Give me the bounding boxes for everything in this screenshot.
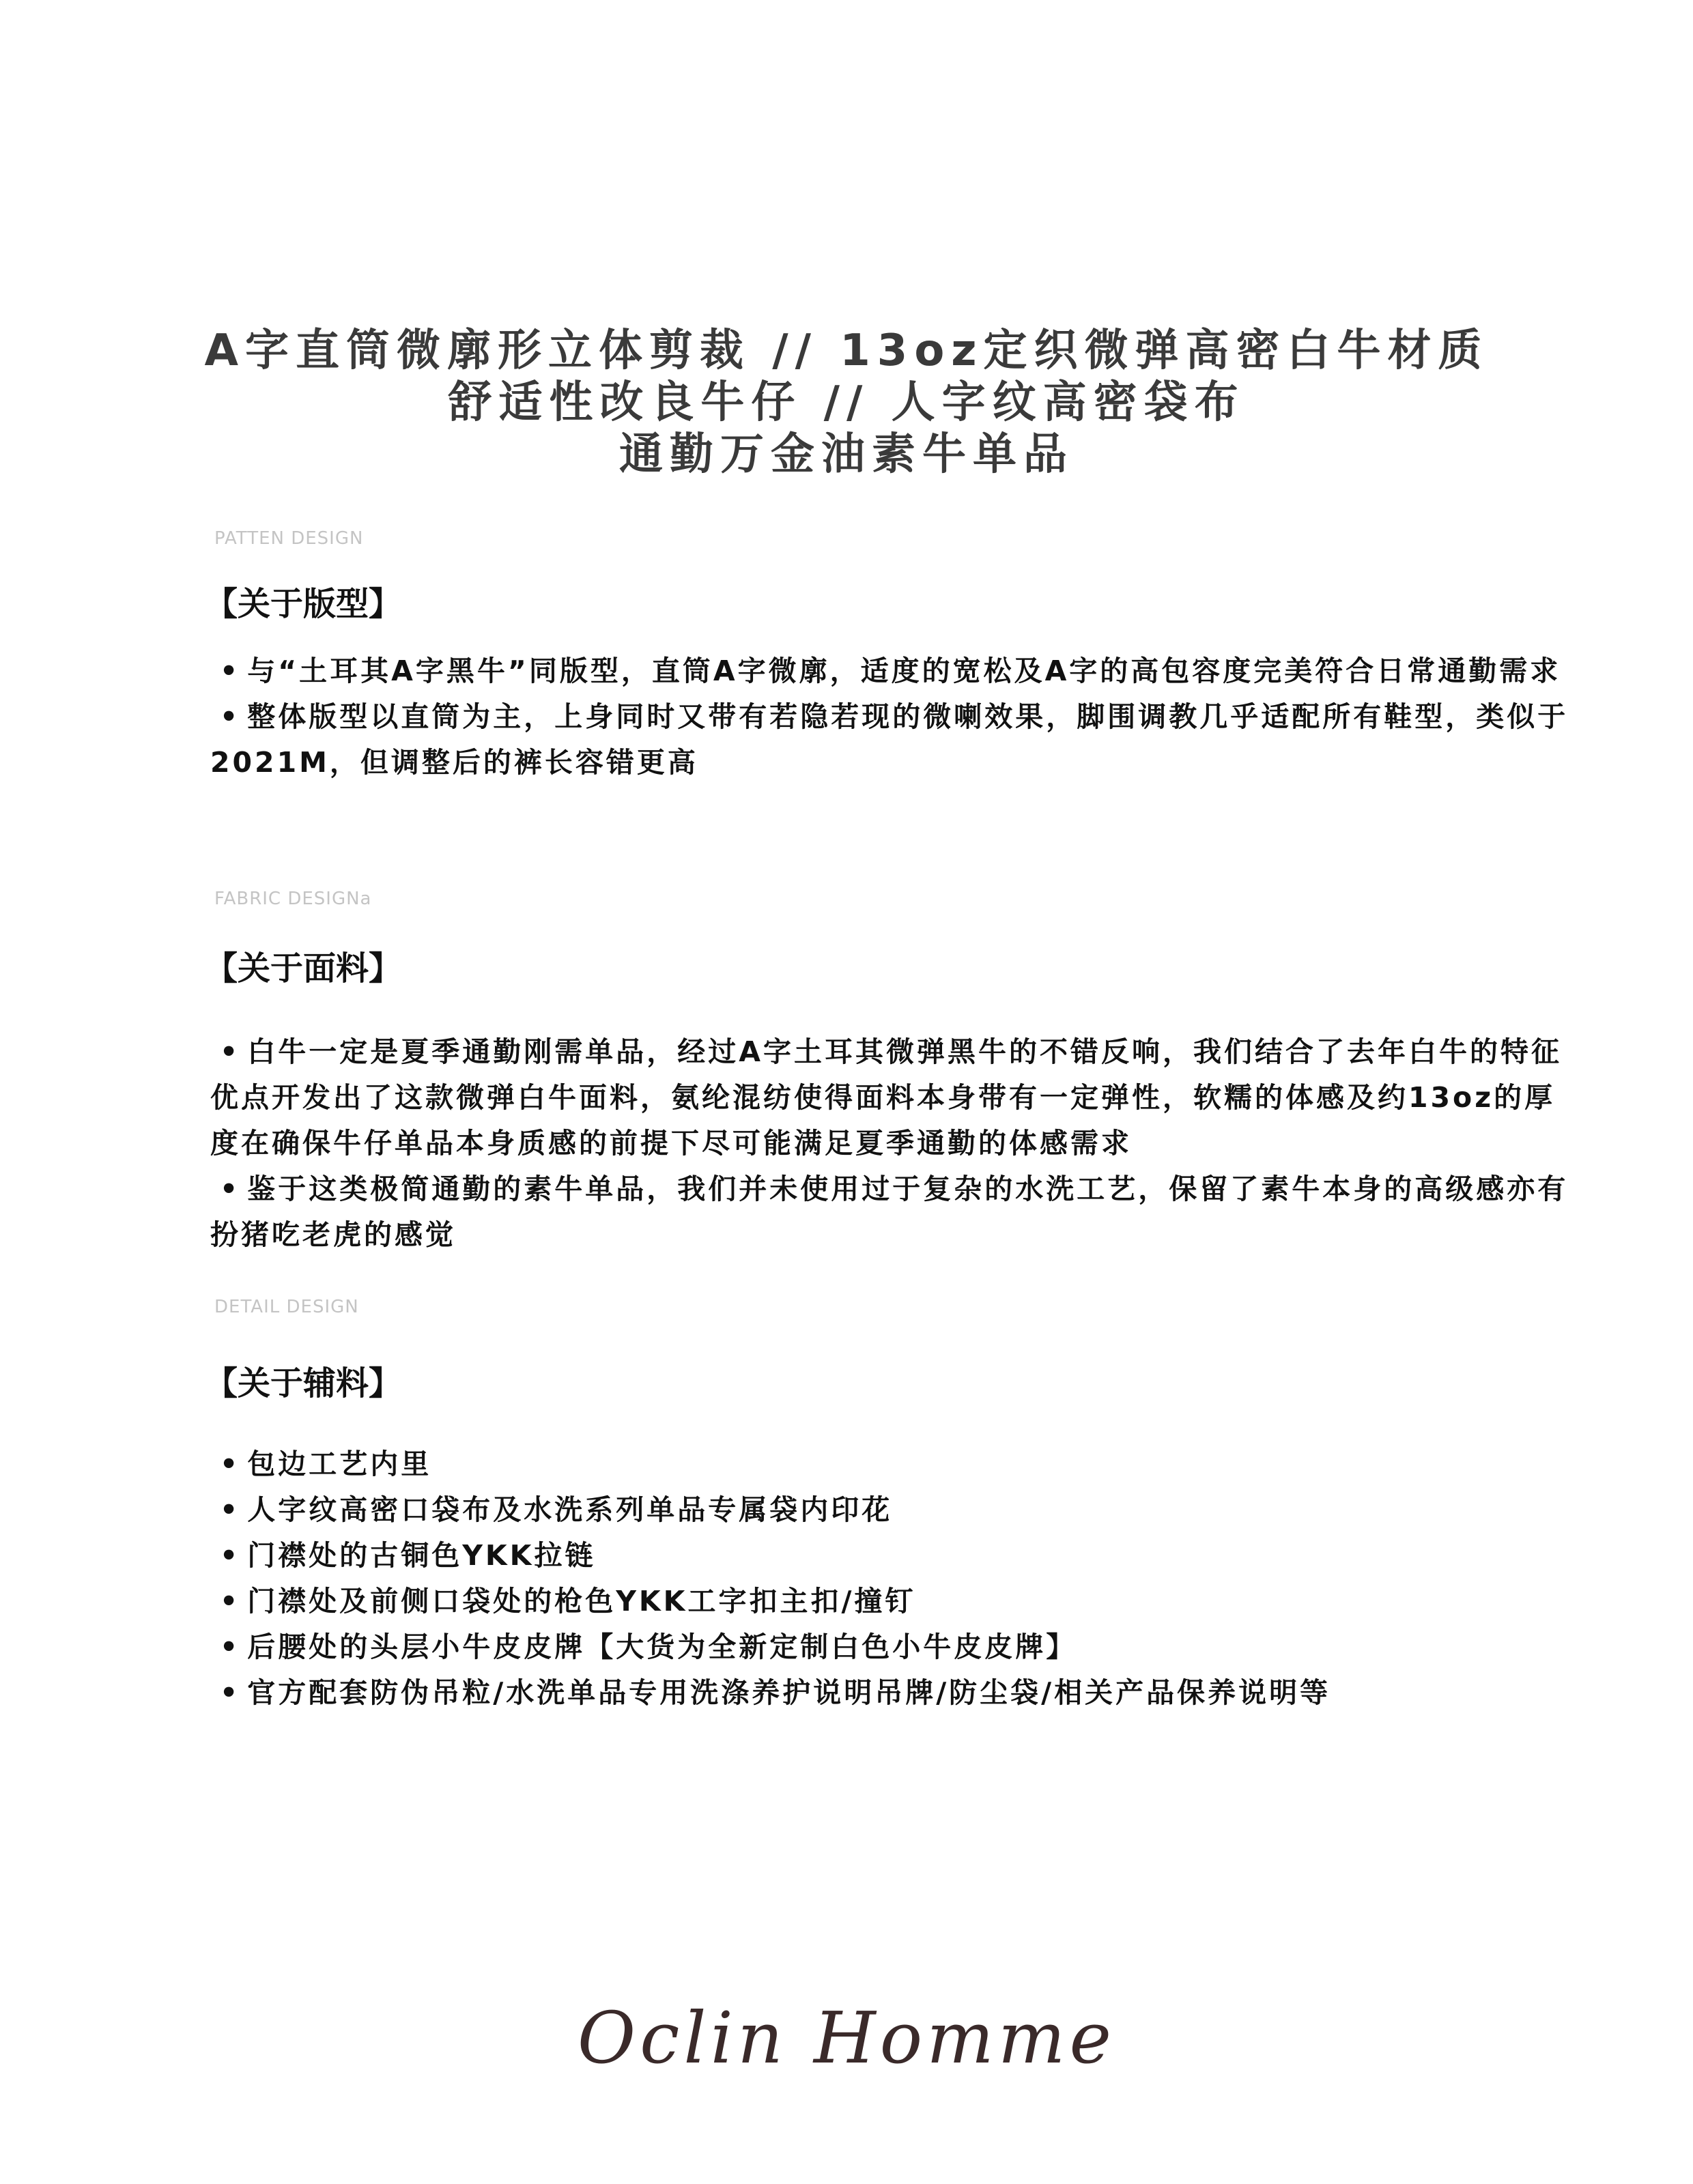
bullet-text: 人字纹高密口袋布及水洗系列单品专属袋内印花 — [247, 1493, 893, 1526]
bullet-icon: • — [220, 700, 241, 733]
section-en-label-detail: DETAIL DESIGN — [214, 1297, 359, 1317]
bullet-text: 包边工艺内里 — [247, 1448, 432, 1480]
bullet-text: 门襟处的古铜色YKK拉链 — [247, 1539, 596, 1572]
bullet-icon: • — [220, 655, 241, 687]
bullet-text: 官方配套防伪吊粒/水洗单品专用洗涤养护说明吊牌/防尘袋/相关产品保养说明等 — [247, 1676, 1331, 1709]
list-item — [210, 1624, 1582, 1670]
brand-logo: Oclin Homme — [577, 1996, 1116, 2080]
detail-bullet-list — [210, 1441, 1582, 1716]
bullet-icon: • — [220, 1539, 241, 1572]
list-item — [210, 1029, 1582, 1166]
bullet-text: 鉴于这类极简通勤的素牛单品，我们并未使用过于复杂的水洗工艺，保留了素牛本身的高级感亦有扮猪吃老虎的感觉 — [210, 1173, 1569, 1251]
title-line-3: 通勤万金油素牛单品 — [619, 429, 1074, 480]
list-item — [210, 1533, 1582, 1579]
bullet-icon: • — [220, 1630, 241, 1663]
bullet-icon: • — [220, 1035, 241, 1068]
list-item — [210, 1487, 1582, 1533]
bullet-icon: • — [220, 1676, 241, 1709]
list-item — [210, 1670, 1582, 1716]
bullet-text: 与“土耳其A字黑牛”同版型，直筒A字微廓，适度的宽松及A字的高包容度完美符合日常通勤需求 — [247, 655, 1561, 687]
list-item — [210, 1579, 1582, 1624]
list-item — [210, 1166, 1582, 1258]
bullet-text: 白牛一定是夏季通勤刚需单品，经过A字土耳其微弹黑牛的不错反响，我们结合了去年白牛的特征优点开发出了这款微弹白牛面料，氨纶混纺使得面料本身带有一定弹性，软糯的体感及约13oz的厚度在确保牛仔单品本身质感的前提下尽可能满足夏季通勤的体感需求 — [210, 1035, 1562, 1160]
bullet-icon: • — [220, 1173, 241, 1205]
section-heading-fabric: 【关于面料】 — [205, 949, 402, 988]
bullet-icon: • — [220, 1585, 241, 1618]
section-en-label-pattern: PATTEN DESIGN — [214, 528, 364, 549]
list-item — [210, 694, 1582, 786]
list-item — [210, 1441, 1582, 1487]
bullet-icon: • — [220, 1448, 241, 1480]
title-line-1: A字直筒微廓形立体剪裁 // 13oz定织微弹高密白牛材质 — [204, 326, 1489, 376]
bullet-text: 门襟处及前侧口袋处的枪色YKK工字扣主扣/撞钉 — [247, 1585, 916, 1618]
bullet-text: 整体版型以直筒为主，上身同时又带有若隐若现的微喇效果，脚围调教几乎适配所有鞋型，类似于2021M，但调整后的裤长容错更高 — [210, 700, 1569, 779]
section-en-label-fabric: FABRIC DESIGNa — [214, 889, 372, 909]
title-line-2: 舒适性改良牛仔 // 人字纹高密袋布 — [448, 377, 1245, 428]
list-item — [210, 648, 1582, 694]
bullet-icon: • — [220, 1493, 241, 1526]
section-heading-detail: 【关于辅料】 — [205, 1364, 402, 1403]
page-title — [0, 325, 1693, 480]
pattern-bullet-list — [210, 648, 1582, 786]
section-heading-pattern: 【关于版型】 — [205, 585, 402, 623]
bullet-text: 后腰处的头层小牛皮皮牌【大货为全新定制白色小牛皮皮牌】 — [247, 1630, 1077, 1663]
fabric-bullet-list — [210, 1029, 1582, 1258]
